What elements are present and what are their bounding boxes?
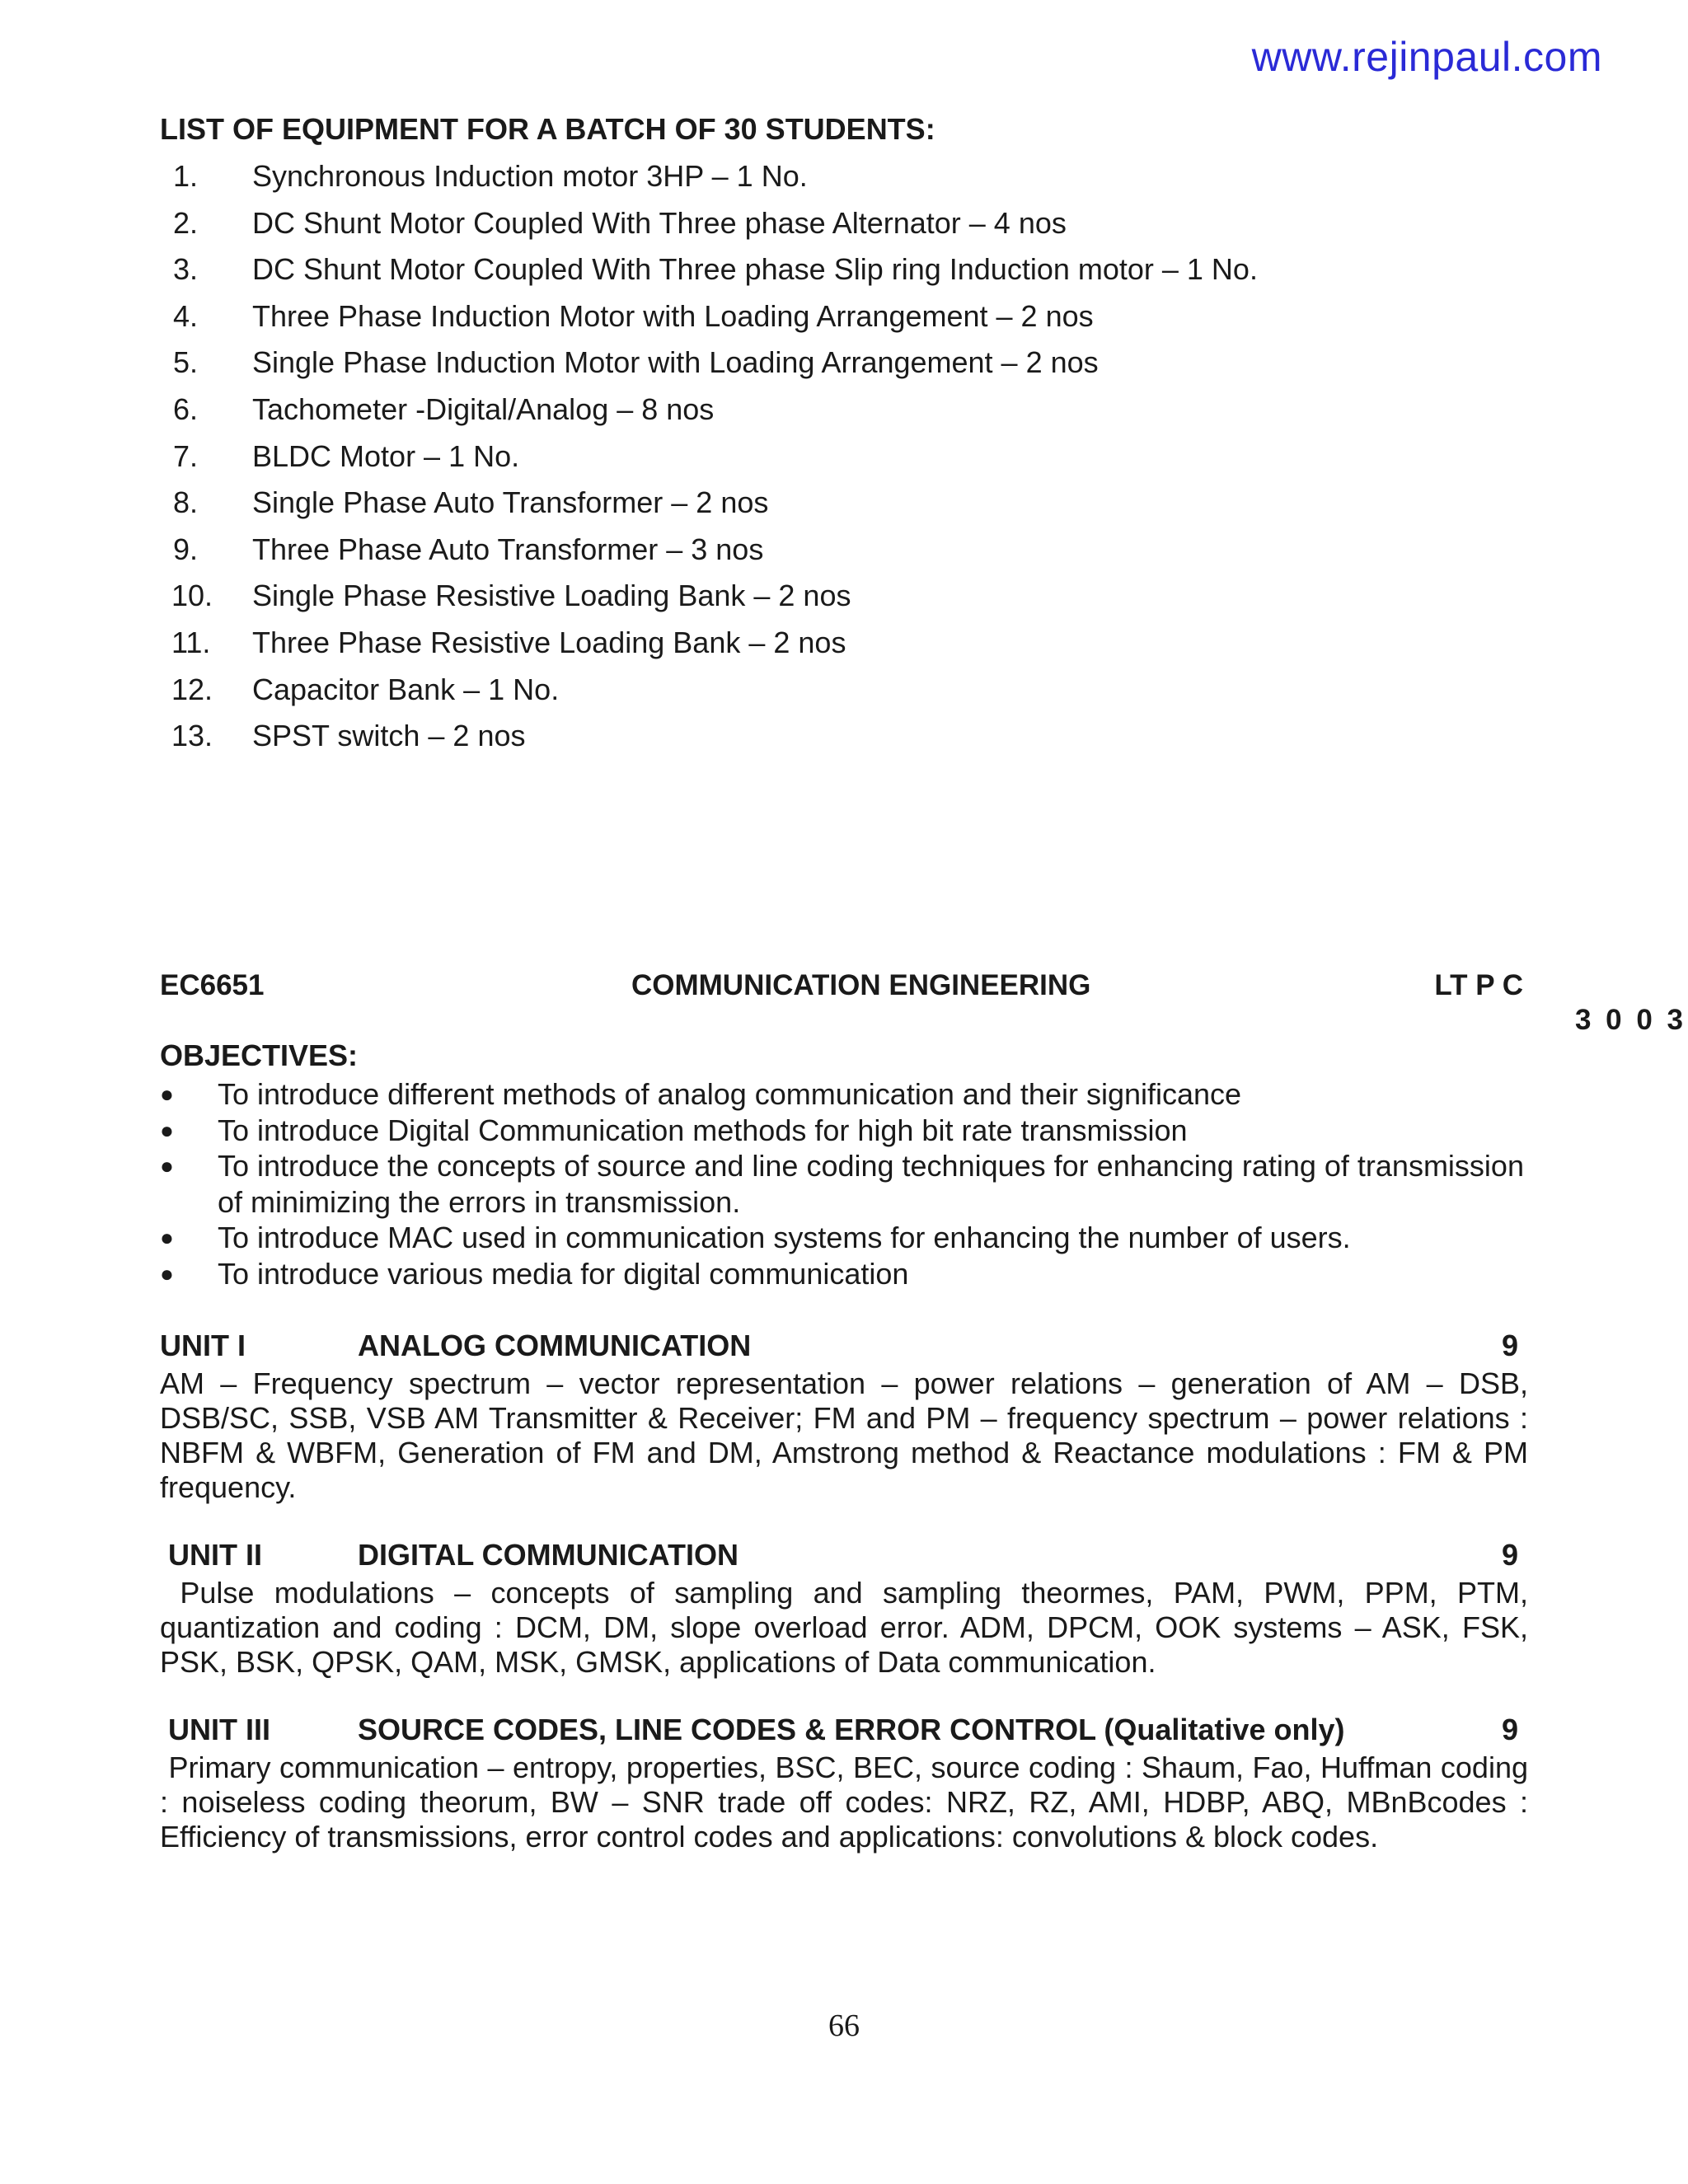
equipment-item [160,667,1258,714]
unit-heading [160,1538,1528,1576]
objective-item [160,1076,1528,1113]
course-title: COMMUNICATION ENGINEERING [631,969,1091,1001]
unit-hours: 9 [1501,1329,1518,1362]
objective-text: To introduce various media for digital communication [218,1256,909,1291]
item-text: BLDC Motor – 1 No. [252,438,520,473]
item-text: Single Phase Induction Motor with Loading Arrangement – 2 nos [252,345,1099,380]
equipment-item [160,340,1258,387]
item-number: 3. [173,252,199,287]
item-number: 5. [173,345,199,380]
unit-hours: 9 [1501,1538,1518,1572]
objective-item [160,1256,1528,1292]
item-text: Tachometer -Digital/Analog – 8 nos [252,391,715,426]
unit-heading [160,1329,1528,1366]
item-number: 7. [173,438,199,473]
item-number: 9. [173,532,199,566]
unit-hours: 9 [1501,1713,1518,1746]
bullet-icon: ● [160,1153,174,1179]
item-text: DC Shunt Motor Coupled With Three phase Slip ring Induction motor – 1 No. [252,252,1258,287]
objectives-title: OBJECTIVES: [160,1038,359,1072]
equipment-item [160,387,1258,434]
item-text: Single Phase Resistive Loading Bank – 2 nos [252,579,851,613]
equipment-item [160,293,1258,340]
unit-number: UNIT II [168,1538,262,1572]
equipment-item [160,246,1258,293]
item-number: 6. [173,391,199,426]
objectives-list [160,1076,1528,1291]
objective-item [160,1148,1528,1220]
item-text: DC Shunt Motor Coupled With Three phase Alternator – 4 nos [252,205,1067,240]
unit-body: Primary communication – entropy, properties, BSC, BEC, source coding : Shaum, Fao, Huffman coding : noiseless coding theorum, BW – SNR trade off codes: NRZ, RZ, AMI, HDBP, ABQ, MBnBcodes : Efficiency of transmissions, error control codes and applications: convolutions & block codes. [160,1750,1537,1854]
equipment-item [160,620,1258,667]
unit-section [160,1329,1528,1505]
equipment-item [160,573,1258,620]
unit-section [160,1713,1537,1854]
objective-text: To introduce MAC used in communication systems for enhancing the number of users. [218,1221,1351,1254]
item-number: 11. [171,625,211,659]
unit-name: DIGITAL COMMUNICATION [358,1538,738,1572]
item-text: SPST switch – 2 nos [252,719,526,753]
equipment-item [160,713,1258,760]
item-number: 12. [171,672,213,706]
unit-section [160,1538,1537,1680]
unit-name: ANALOG COMMUNICATION [358,1329,752,1362]
equipment-item [160,434,1258,480]
bullet-icon: ● [160,1260,174,1286]
item-number: 4. [173,298,199,333]
objective-item [160,1220,1528,1256]
objective-text: To introduce Digital Communication methods for high bit rate transmission [218,1113,1188,1147]
item-number: 2. [173,205,199,240]
bullet-icon: ● [160,1081,174,1107]
bullet-icon: ● [160,1117,174,1143]
equipment-list [160,153,1258,760]
unit-name: SOURCE CODES, LINE CODES & ERROR CONTROL (Qualitative only) [358,1713,1345,1746]
item-text: Single Phase Auto Transformer – 2 nos [252,485,769,520]
equipment-item [160,480,1258,527]
unit-body: AM – Frequency spectrum – vector representation – power relations – generation of AM – DSB, DSB/SC, SSB, VSB AM Transmitter & Receiver; FM and PM – frequency spectrum – power relations : NBFM & WBFM, Generation of FM and DM, Amstrong method & Reactance modulations : FM & PM frequency. [160,1366,1528,1504]
item-number: 10. [171,579,213,613]
item-number: 13. [171,719,213,753]
objective-item [160,1113,1528,1149]
item-number: 8. [173,485,199,520]
equipment-item [160,527,1258,574]
equipment-item [160,200,1258,247]
page-number: 66 [828,2008,860,2043]
objective-text: To introduce different methods of analog communication and their significance [218,1077,1242,1111]
item-text: Capacitor Bank – 1 No. [252,672,560,706]
unit-number: UNIT III [168,1713,270,1746]
item-text: Three Phase Auto Transformer – 3 nos [252,532,764,566]
ltpc-values: 3 0 0 3 [1574,1004,1686,1036]
course-header [160,969,1525,1005]
item-text: Three Phase Resistive Loading Bank – 2 nos [252,625,846,659]
equipment-item [160,153,1258,200]
item-number: 1. [173,159,199,193]
unit-body: Pulse modulations – concepts of sampling and sampling theormes, PAM, PWM, PPM, PTM, quantization and coding : DCM, DM, slope overload error. ADM, DPCM, OOK systems – ASK, FSK, PSK, BSK, QPSK, QAM, MSK, GMSK, applications of Data communication. [160,1576,1537,1679]
course-code: EC6651 [160,969,265,1001]
objective-text: To introduce the concepts of source and line coding techniques for enhancing rating of transmission of minimizing the errors in transmission. [218,1149,1524,1219]
item-text: Three Phase Induction Motor with Loading Arrangement – 2 nos [252,298,1094,333]
unit-number: UNIT I [160,1329,246,1362]
equipment-list-title: LIST OF EQUIPMENT FOR A BATCH OF 30 STUDENTS: [160,112,935,146]
bullet-icon: ● [160,1225,174,1250]
unit-heading [160,1713,1528,1750]
site-watermark: www.rejinpaul.com [1251,34,1602,80]
item-text: Synchronous Induction motor 3HP – 1 No. [252,159,808,193]
ltpc-label: LT P C [1434,969,1523,1001]
